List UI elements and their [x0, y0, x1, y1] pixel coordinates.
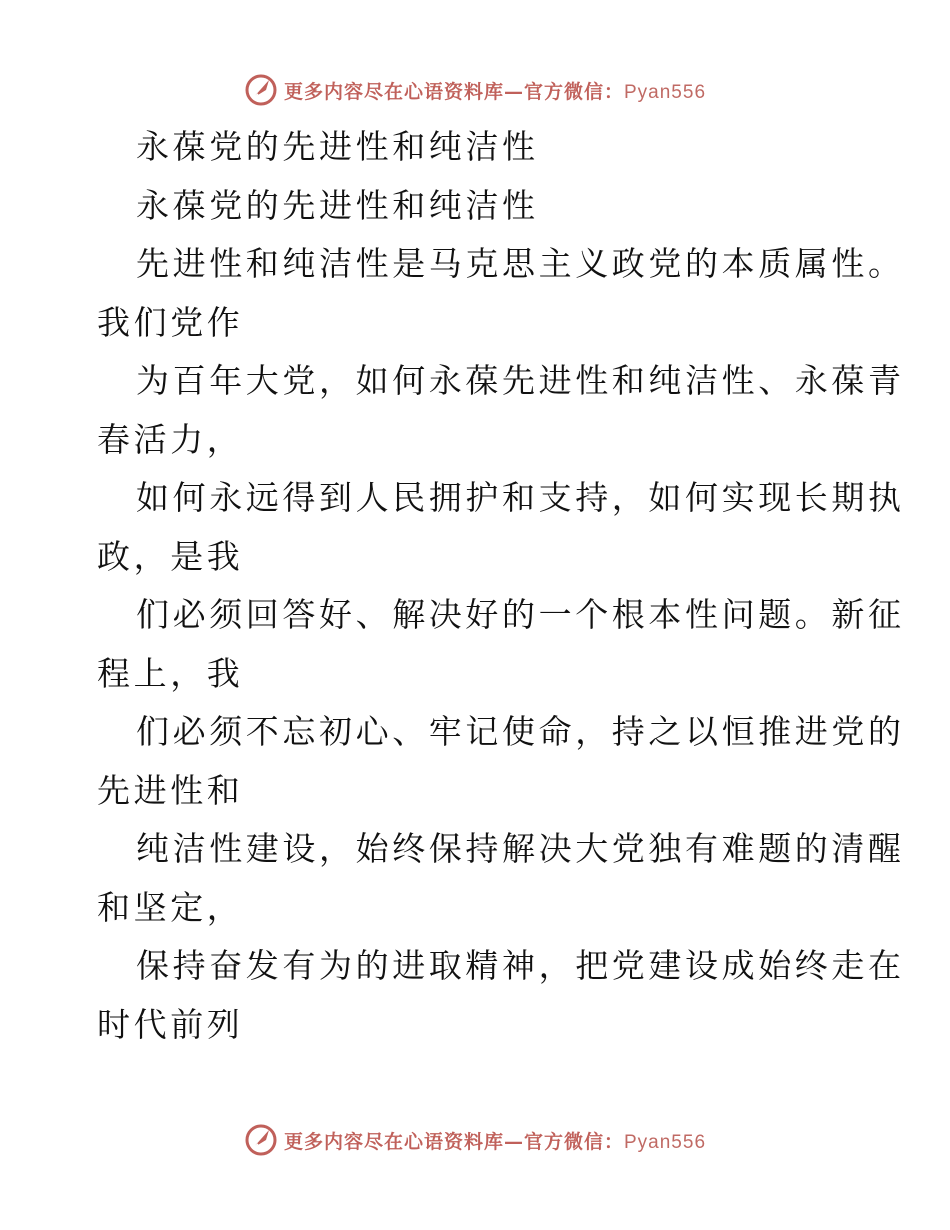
doc-line: 为百年大党，如何永葆先进性和纯洁性、永葆青 [136, 361, 905, 400]
doc-title: 永葆党的先进性和纯洁性 [136, 127, 539, 166]
doc-line: 保持奋发有为的进取精神，把党建设成始终走在 [136, 946, 905, 985]
doc-line: 我们党作 [97, 302, 244, 342]
doc-line: 程上，我 [97, 653, 244, 693]
doc-line: 们必须回答好、解决好的一个根本性问题。新征 [136, 595, 905, 634]
doc-line: 先进性和 [97, 770, 244, 810]
header-banner-text: 更多内容尽在心语资料库—官方微信：Pyan556 [283, 80, 707, 103]
footer-banner-text: 更多内容尽在心语资料库—官方微信：Pyan556 [283, 1130, 707, 1153]
doc-line: 政，是我 [97, 536, 244, 576]
doc-line: 和坚定， [97, 887, 244, 927]
header-banner [0, 70, 950, 110]
quill-pen-logo-icon [244, 1123, 278, 1157]
footer-wechat-id: Pyan556 [624, 1131, 707, 1153]
quill-pen-logo-icon [244, 73, 278, 107]
doc-line: 们必须不忘初心、牢记使命，持之以恒推进党的 [136, 712, 905, 751]
doc-line: 纯洁性建设，始终保持解决大党独有难题的清醒 [136, 829, 905, 868]
document-body [97, 118, 905, 1054]
doc-line: 先进性和纯洁性是马克思主义政党的本质属性。 [136, 244, 905, 283]
doc-line: 春活力， [97, 419, 244, 459]
doc-subtitle: 永葆党的先进性和纯洁性 [136, 185, 539, 225]
doc-line: 如何永远得到人民拥护和支持，如何实现长期执 [136, 478, 905, 517]
header-wechat-id: Pyan556 [624, 81, 707, 103]
footer-banner [0, 1120, 950, 1160]
doc-line: 时代前列 [97, 1004, 244, 1044]
